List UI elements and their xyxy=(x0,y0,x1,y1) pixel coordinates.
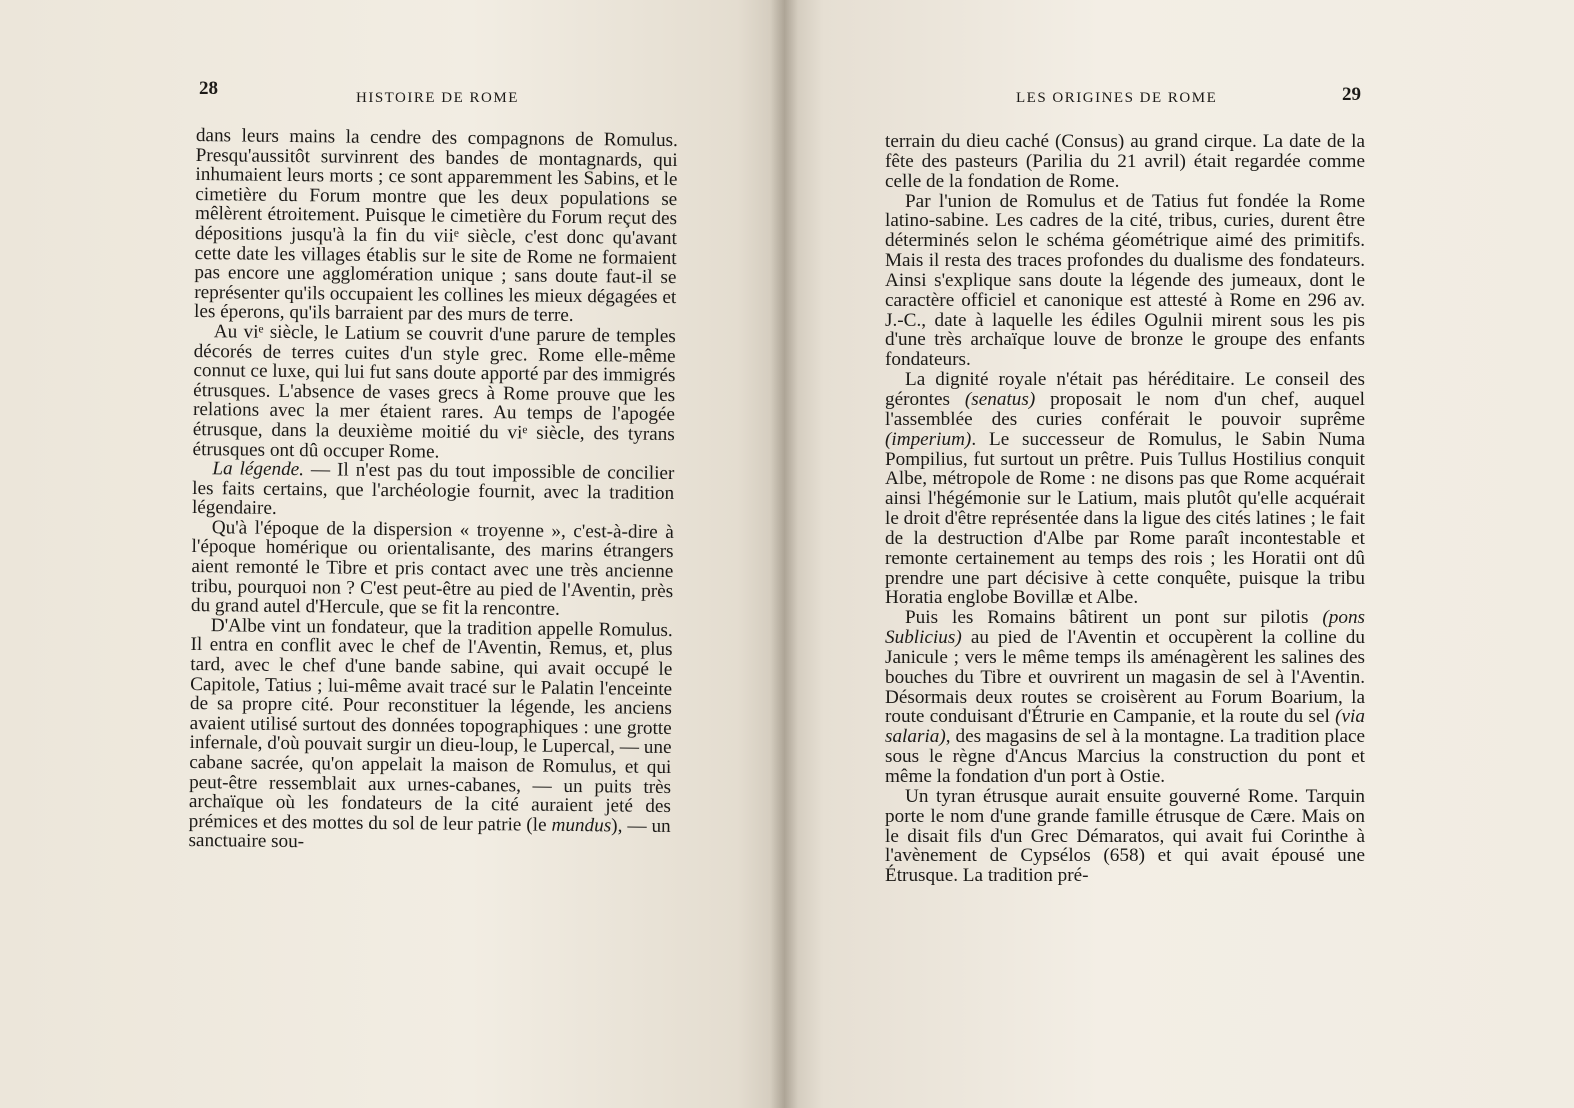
pons-term: (pons Sublicius) xyxy=(885,607,1366,649)
imperium-term: (imperium) xyxy=(885,428,972,450)
paragraph: Par l'union de Romulus et de Tatius fut fondée la Rome latino-sabine. Les cadres de la cité, tribus, curies, durent être déterminés selon le schéma géométrique aimé des primitifs. Mais il resta des traces profondes du dualisme des fondateurs. Ainsi s'explique sans doute la légende des jumeaux, dont le caractère officiel et canonique est attesté à Rome en 296 av. J.-C., date à laquelle les édiles Ogulnii mirent sous les pis d'une très archaïque louve de bronze le groupe des enfants fondateurs. xyxy=(885,190,1365,371)
paragraph: Un tyran étrusque aurait ensuite gouverné Rome. Tarquin porte le nom d'une grande famille étrusque de Cære. Mais on le disait fils d'un Grec Démaratos, qui avait fui Corinthe à l'avènement de Cypsélos (658) et qui avait épousé une Étrusque. La tradition pré- xyxy=(885,785,1365,887)
left-page-number: 28 xyxy=(199,78,218,99)
paragraph xyxy=(192,459,675,523)
paragraph-text: D'Albe vint un fondateur, que la tradition appelle Romulus. Il entra en conflit avec le chef de l'Aventin, Remus, et, plus tard, avec le chef d'une bande sabine, qui avait occupé le Capitole, Tatius ; lui-même avait tracé sur le Palatin l'enceinte de sa propre cité. Pour reconstituer la légende, les anciens avaient utilisé surtout des données topographiques : une grotte infernale, d'où pouvait surgir un dieu-loup, le Lupercal, — une cabane sacrée, qu'on appelait la maison de Romulus, et qui peut-être ressemblait aux urnes-cabanes, — un puits très archaïque où les fondateurs de la cité auraient jeté des prémices et des mottes du sol de leur patrie (le xyxy=(188,615,673,836)
paragraph-text: ), — un sanctuaire sou- xyxy=(188,815,671,853)
paragraph-text: . Le successeur de Romulus, le Sabin Numa Pompilius, fut surtout un prêtre. Puis Tullus Hostilius conquit Albe, métropole de Rome : ne disons pas que Rome acquérait ainsi l'hégémonie sur le Latium, mais plutôt qu'elle acquérait le droit d'être représentée dans la ligue des cités latines ; le fait de la destruction d'Albe par Rome paraît incontestable et remonte certainement au temps des rois ; les Horatii ont dû prendre une part décisive à cette conquête, puisque la tribu Horatia englobe Bovillæ et Albe. xyxy=(885,428,1365,609)
paragraph: Au viᵉ siècle, le Latium se couvrit d'une parure de temples décorés de terres cuites d'un style grec. Rome elle-même connut ce luxe, qui lui fut sans doute apporté par des immigrés étrusques. L'absence de vases grecs à Rome prouve que les relations avec la mer étaient rares. Au temps de l'apogée étrusque, dans la deuxième moitié du viᵉ siècle, des tyrans étrusques ont dû occuper Rome. xyxy=(192,321,676,463)
paragraph: Qu'à l'époque de la dispersion « troyenne », c'est-à-dire à l'époque homérique ou orientalisante, des marins étrangers aient remonté le Tibre et pris contact avec une très ancienne tribu, pourquoi non ? C'est peut-être au pied de l'Aventin, près du grand autel d'Hercule, que se fit la rencontre. xyxy=(190,517,674,621)
right-body-text xyxy=(885,132,1365,886)
section-title: La légende. xyxy=(212,458,305,481)
paragraph-text: , des magasins de sel à la montagne. La tradition place sous le règne d'Ancus Marcius la construction du pont et même la fondation d'un port à Ostie. xyxy=(885,726,1365,787)
paragraph-text: La dignité royale n'était pas héréditaire. Le conseil des gérontes xyxy=(885,369,1365,410)
right-page-number: 29 xyxy=(1342,84,1361,105)
left-running-head: HISTOIRE DE ROME xyxy=(356,90,519,106)
paragraph-text: Puis les Romains bâtirent un pont sur pilotis xyxy=(905,607,1309,629)
paragraph-text: — Il n'est pas du tout impossible de concilier les faits certains, que l'archéologie fournit, avec la tradition légendaire. xyxy=(191,459,675,520)
paragraph xyxy=(188,616,672,856)
paragraph xyxy=(885,370,1365,608)
paragraph xyxy=(885,608,1365,787)
via-term: (via salaria) xyxy=(885,706,1365,748)
paragraph-text: au pied de l'Aventin et occupèrent la colline du Janicule ; vers le même temps ils aménagèrent les salines des bouches du Tibre et ouvrirent un magasin de sel à l'Aventin. Désormais deux routes se croisèrent au Forum Boarium, la route conduisant d'Étrurie en Campanie, et la route du sel xyxy=(885,627,1365,728)
paragraph: terrain du dieu caché (Consus) au grand cirque. La date de la fête des pasteurs (Parilia du 21 avril) était regardée comme celle de la fondation de Rome. xyxy=(885,131,1365,192)
left-page xyxy=(0,0,784,1108)
right-running-head: LES ORIGINES DE ROME xyxy=(1016,90,1218,106)
book-gutter xyxy=(770,0,798,1108)
senatus-term: (senatus) xyxy=(964,388,1036,410)
paragraph: dans leurs mains la cendre des compagnons de Romulus. Presqu'aussitôt survinrent des bandes de montagnards, qui inhumaient leurs morts ; ce sont apparemment les Sabins, et le cimetière du Forum montre que les deux populations se mêlèrent étroitement. Puisque le cimetière du Forum reçut des dépositions jusqu'à la fin du viiᵉ siècle, c'est donc qu'avant cette date les villages établis sur le site de Rome ne formaient pas encore une agglomération unique ; sans doute faut-il se représenter qu'ils occupaient les collines les mieux dégagées et les éperons, qu'ils barraient par des murs de terre. xyxy=(193,125,678,327)
mundus-term: mundus xyxy=(551,814,612,837)
left-body-text xyxy=(188,126,678,856)
paragraph-text: proposait le nom d'un chef, auquel l'assemblée des curies conférait le pouvoir suprême xyxy=(885,388,1366,430)
